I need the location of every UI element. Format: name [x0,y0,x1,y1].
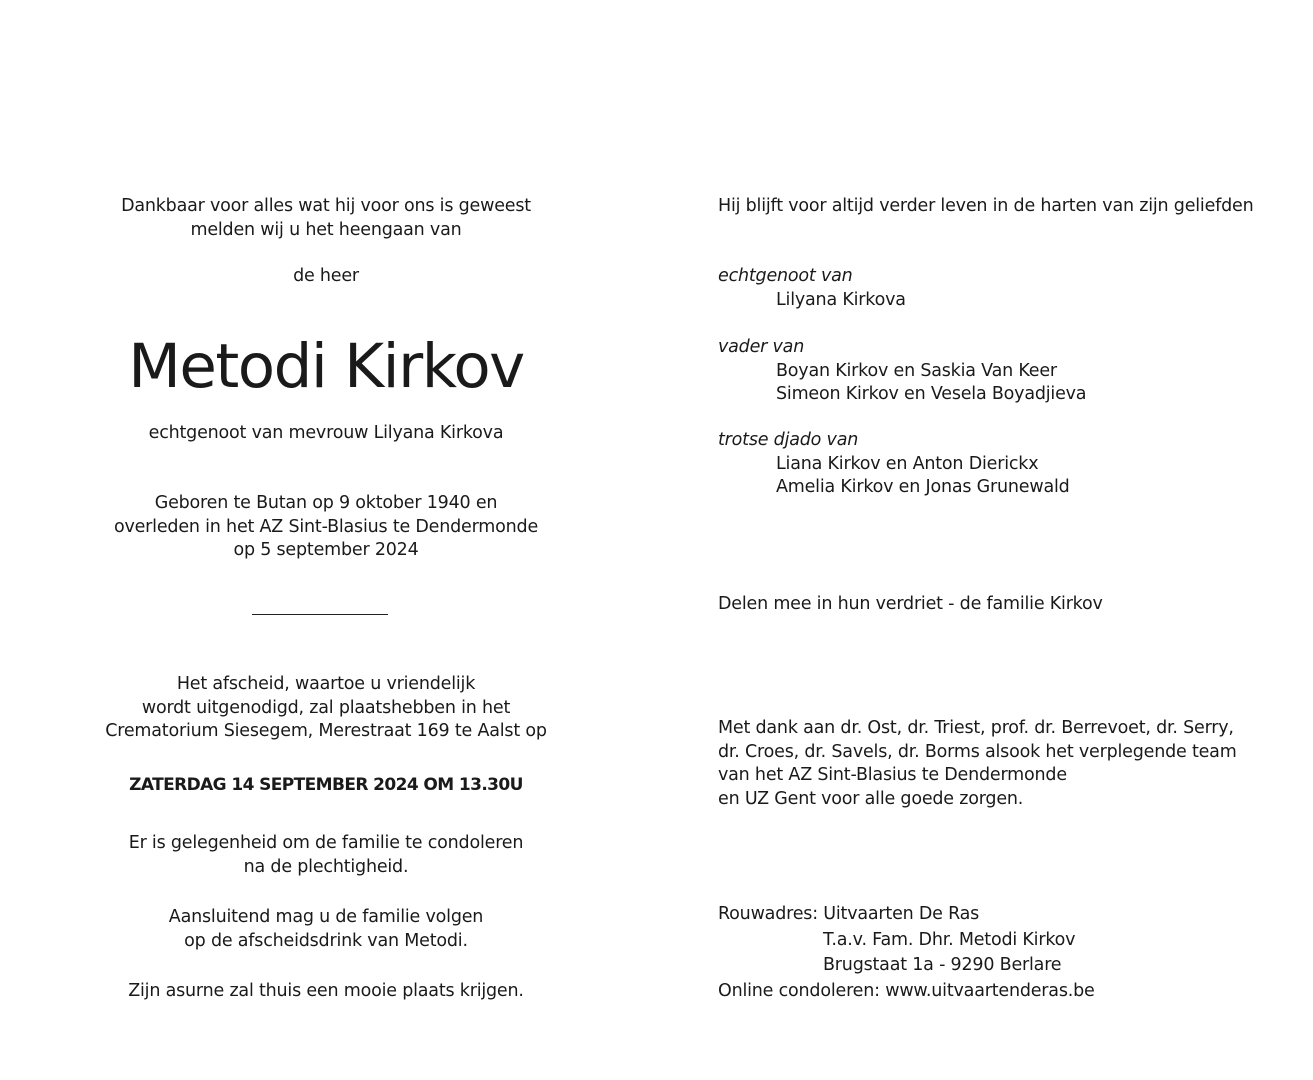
farewell-text [95,673,557,744]
reception-line: Aansluitend mag u de familie volgen [168,907,484,927]
spouse-section [718,265,1288,312]
birth-line: Geboren te Butan op 9 oktober 1940 en [154,493,498,513]
address-label: Rouwadres: Uitvaarten De Ras [718,904,980,924]
birth-death-text [95,492,557,563]
urn-line: Zijn asurne zal thuis een mooie plaats krijgen. [128,981,524,1001]
address-line: Brugstaat 1a - 9290 Berlare [823,955,1062,975]
reception-text [95,906,557,953]
child-name: Boyan Kirkov en Saskia Van Keer [776,360,1057,381]
thanks-line: dr. Croes, dr. Savels, dr. Borms alsook het verplegende team [718,741,1237,762]
intro-text [95,195,557,242]
grandchild-name: Amelia Kirkov en Jonas Grunewald [776,477,1070,497]
address-section [718,903,1288,1003]
grandfather-label: trotse djado van [718,430,859,450]
remembrance-line: Hij blijft voor altijd verder leven in de harten van zijn geliefden [718,196,1254,216]
intro-line: melden wij u het heengaan van [190,219,462,240]
grandchild-name: Liana Kirkov en Anton Dierickx [776,453,1039,474]
honorific [95,265,557,289]
birth-line: overleden in het AZ Sint-Blasius te Dendermonde [113,516,539,537]
farewell-line: Het afscheid, waartoe u vriendelijk [176,674,476,694]
condolence-line: na de plechtigheid. [243,856,409,877]
reception-line: op de afscheidsdrink van Metodi. [184,930,468,951]
ceremony-date [95,774,557,798]
spouse-name: Lilyana Kirkova [776,289,906,310]
family-text [718,593,1288,617]
father-label: vader van [718,337,805,357]
online-condolence-link[interactable]: Online condoleren: www.uitvaartenderas.be [718,980,1095,1001]
intro-line: Dankbaar voor alles wat hij voor ons is geweest [121,196,531,216]
divider-line [252,614,388,615]
address-line: T.a.v. Fam. Dhr. Metodi Kirkov [823,929,1076,950]
honorific-text: de heer [293,266,359,286]
spouse-label: echtgenoot van [718,266,853,286]
farewell-line: Crematorium Siesegem, Merestraat 169 te Aalst op [105,721,547,741]
father-section [718,336,1288,407]
child-name: Simeon Kirkov en Vesela Boyadjieva [776,384,1087,404]
spouse-text: echtgenoot van mevrouw Lilyana Kirkova [148,423,504,443]
birth-line: op 5 september 2024 [233,540,419,560]
grandfather-section [718,429,1288,500]
family-line: Delen mee in hun verdriet - de familie Kirkov [718,594,1103,614]
spouse-line [95,422,557,446]
urn-text [95,980,557,1004]
thanks-line: van het AZ Sint-Blasius te Dendermonde [718,765,1067,785]
deceased-name-text: Metodi Kirkov [128,331,524,402]
thanks-line: en UZ Gent voor alle goede zorgen. [718,788,1024,809]
condolence-line: Er is gelegenheid om de familie te condoleren [128,833,524,853]
thanks-text [718,717,1288,811]
thanks-line: Met dank aan dr. Ost, dr. Triest, prof. dr. Berrevoet, dr. Serry, [718,718,1234,738]
condolence-text [95,832,557,879]
farewell-line: wordt uitgenodigd, zal plaatshebben in het [141,697,511,718]
deceased-name [95,332,557,402]
remembrance-text [718,195,1288,219]
ceremony-date-text: ZATERDAG 14 SEPTEMBER 2024 OM 13.30U [129,775,523,795]
